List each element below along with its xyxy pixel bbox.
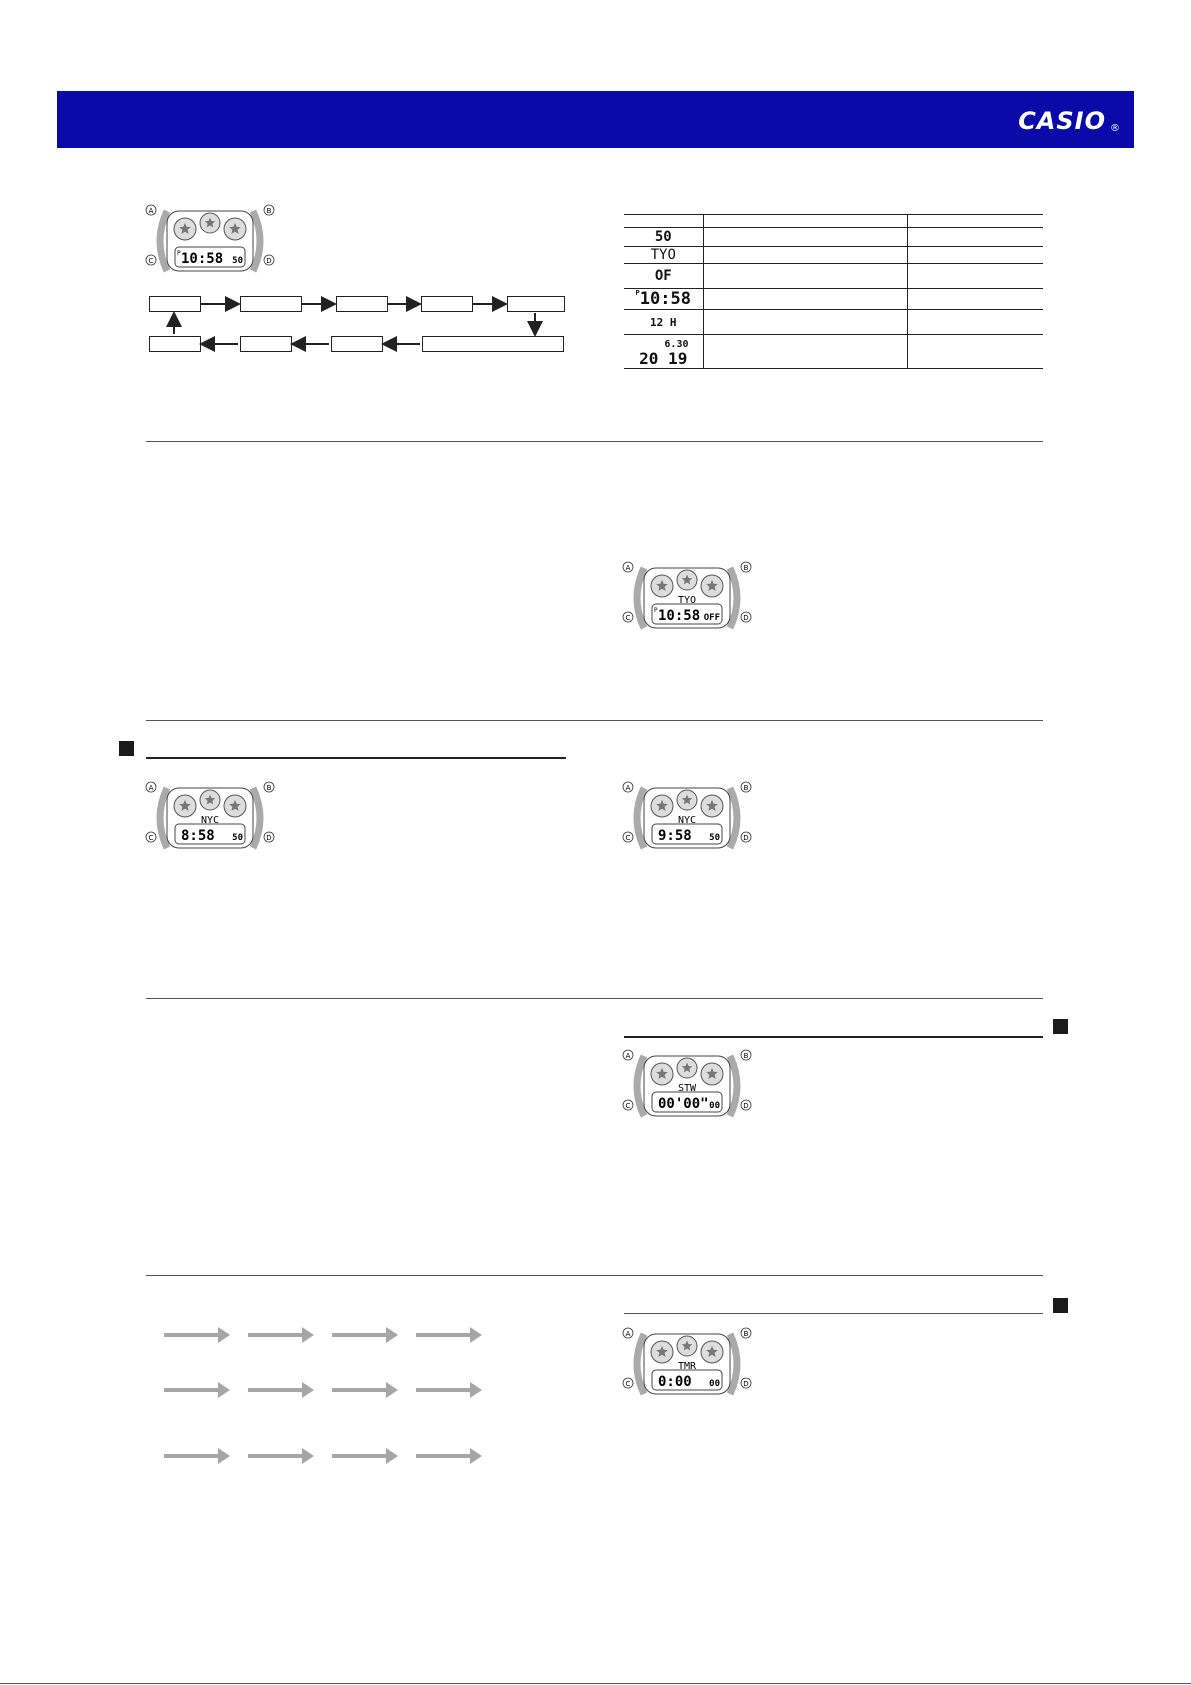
- button-a-label: A: [625, 784, 631, 792]
- arrow-right-icon: [332, 1333, 388, 1337]
- arrow-right-icon: [332, 1388, 388, 1392]
- case-bracket: [160, 211, 167, 271]
- case-bracket: [730, 788, 737, 848]
- case-bracket: [160, 788, 167, 848]
- divider: [146, 998, 1043, 999]
- lcd-value: 10:58: [639, 289, 691, 309]
- watch-illustration-timer: [622, 1326, 752, 1425]
- lcd-seconds-text: 50: [232, 833, 243, 843]
- arrow-right-icon: [164, 1454, 220, 1458]
- lcd-value: TYO: [624, 247, 703, 264]
- watch-face: [145, 203, 275, 273]
- button-c-label: C: [625, 1380, 631, 1388]
- section-heading-rule: [146, 757, 566, 759]
- registered-mark: ®: [1110, 123, 1120, 134]
- button-c-label: C: [148, 834, 154, 842]
- button-b-label: B: [743, 1052, 749, 1060]
- arrow-right-icon: [248, 1454, 304, 1458]
- button-c-label: C: [625, 1102, 631, 1110]
- case-bracket: [637, 788, 644, 848]
- table-row: [624, 264, 1043, 289]
- lcd-top-text: STW: [677, 1083, 697, 1094]
- watch-face: [145, 780, 275, 860]
- button-b-label: B: [743, 1330, 749, 1338]
- lcd-main-text: 10:58: [658, 608, 701, 624]
- header-bar: [57, 91, 1134, 148]
- case-bracket: [730, 1334, 737, 1394]
- table-header-cell: [624, 215, 703, 228]
- settings-table: [624, 214, 1043, 369]
- table-row: [624, 335, 1043, 369]
- arrow-right-icon: [248, 1333, 304, 1337]
- section-marker: [1053, 1298, 1068, 1313]
- button-d-label: D: [743, 834, 749, 842]
- case-bracket: [637, 568, 644, 628]
- watch-illustration-worldtime-dst: [622, 780, 752, 864]
- case-bracket: [637, 1056, 644, 1116]
- lcd-value: 12 H: [624, 310, 703, 335]
- arrow-right-icon: [248, 1388, 304, 1392]
- table-row: [624, 228, 1043, 247]
- button-c-label: C: [148, 257, 154, 265]
- section-marker: [119, 741, 134, 756]
- table-row: [624, 289, 1043, 310]
- button-a-label: A: [148, 784, 154, 792]
- section-heading-rule: [624, 1313, 1043, 1314]
- lcd-main-text: 00'00": [658, 1096, 709, 1112]
- watch-illustration-dst: [622, 560, 752, 644]
- button-d-label: D: [266, 257, 272, 265]
- casio-logo: CASIO: [1018, 107, 1106, 135]
- case-bracket: [253, 211, 260, 271]
- arrow-right-icon: [164, 1388, 220, 1392]
- lcd-main-text: 9:58: [658, 828, 692, 844]
- case-bracket: [730, 568, 737, 628]
- divider: [146, 441, 1043, 442]
- section-marker: [1053, 1019, 1068, 1034]
- arrow-right-icon: [164, 1333, 220, 1337]
- button-c-label: C: [625, 614, 631, 622]
- arrow-right-icon: [416, 1454, 472, 1458]
- button-d-label: D: [743, 1102, 749, 1110]
- case-bracket: [253, 788, 260, 848]
- lcd-year: 20 19: [639, 348, 688, 368]
- button-a-label: A: [625, 564, 631, 572]
- button-b-label: B: [266, 207, 272, 215]
- lcd-main-text: 8:58: [181, 828, 215, 844]
- lcd-seconds-text: 50: [232, 256, 243, 266]
- watch-face: [622, 780, 752, 860]
- lcd-date: 6.30: [664, 338, 689, 350]
- lcd-seconds-text: 50: [709, 833, 720, 843]
- watch-face: [622, 1048, 752, 1158]
- lcd-main-text: 10:58: [181, 251, 224, 267]
- section-heading-rule: [624, 1036, 1043, 1038]
- lcd-top-text: NYC: [200, 815, 220, 826]
- lcd-seconds-text: 00: [709, 1379, 720, 1389]
- button-a-label: A: [148, 207, 154, 215]
- arrow-right-icon: [416, 1333, 472, 1337]
- divider: [146, 1275, 1043, 1276]
- divider: [146, 720, 1043, 721]
- lcd-value: 50: [624, 228, 703, 247]
- button-b-label: B: [743, 564, 749, 572]
- flow-arrows: [140, 290, 600, 355]
- lcd-top-text: TMR: [677, 1361, 697, 1372]
- button-a-label: A: [625, 1330, 631, 1338]
- lcd-seconds-text: 00: [709, 1101, 720, 1111]
- lcd-value: OF: [624, 264, 703, 289]
- arrow-right-icon: [332, 1454, 388, 1458]
- watch-illustration-worldtime: [145, 780, 275, 864]
- case-bracket: [637, 1334, 644, 1394]
- button-d-label: D: [743, 614, 749, 622]
- button-a-label: A: [625, 1052, 631, 1060]
- lcd-seconds-text: OFF: [703, 613, 720, 623]
- watch-illustration-stopwatch: [622, 1048, 752, 1162]
- watch-illustration-setting: [145, 203, 275, 277]
- arrow-right-icon: [416, 1388, 472, 1392]
- button-b-label: B: [743, 784, 749, 792]
- lcd-top-text: NYC: [677, 815, 697, 826]
- button-d-label: D: [743, 1380, 749, 1388]
- watch-face: [622, 1326, 752, 1421]
- lcd-top-text: TYO: [677, 595, 697, 606]
- pm-indicator: P: [654, 607, 658, 614]
- button-d-label: D: [266, 834, 272, 842]
- page-bottom-edge: [0, 1683, 1191, 1684]
- watch-face: [622, 560, 752, 640]
- pm-indicator: P: [177, 250, 181, 257]
- table-row: [624, 247, 1043, 264]
- case-bracket: [730, 1056, 737, 1116]
- button-b-label: B: [266, 784, 272, 792]
- pm-indicator: P: [635, 289, 640, 297]
- table-row: [624, 310, 1043, 335]
- lcd-main-text: 0:00: [658, 1374, 692, 1390]
- setting-flow-diagram: [140, 290, 600, 350]
- button-c-label: C: [625, 834, 631, 842]
- grey-arrow-grid: [164, 1333, 484, 1463]
